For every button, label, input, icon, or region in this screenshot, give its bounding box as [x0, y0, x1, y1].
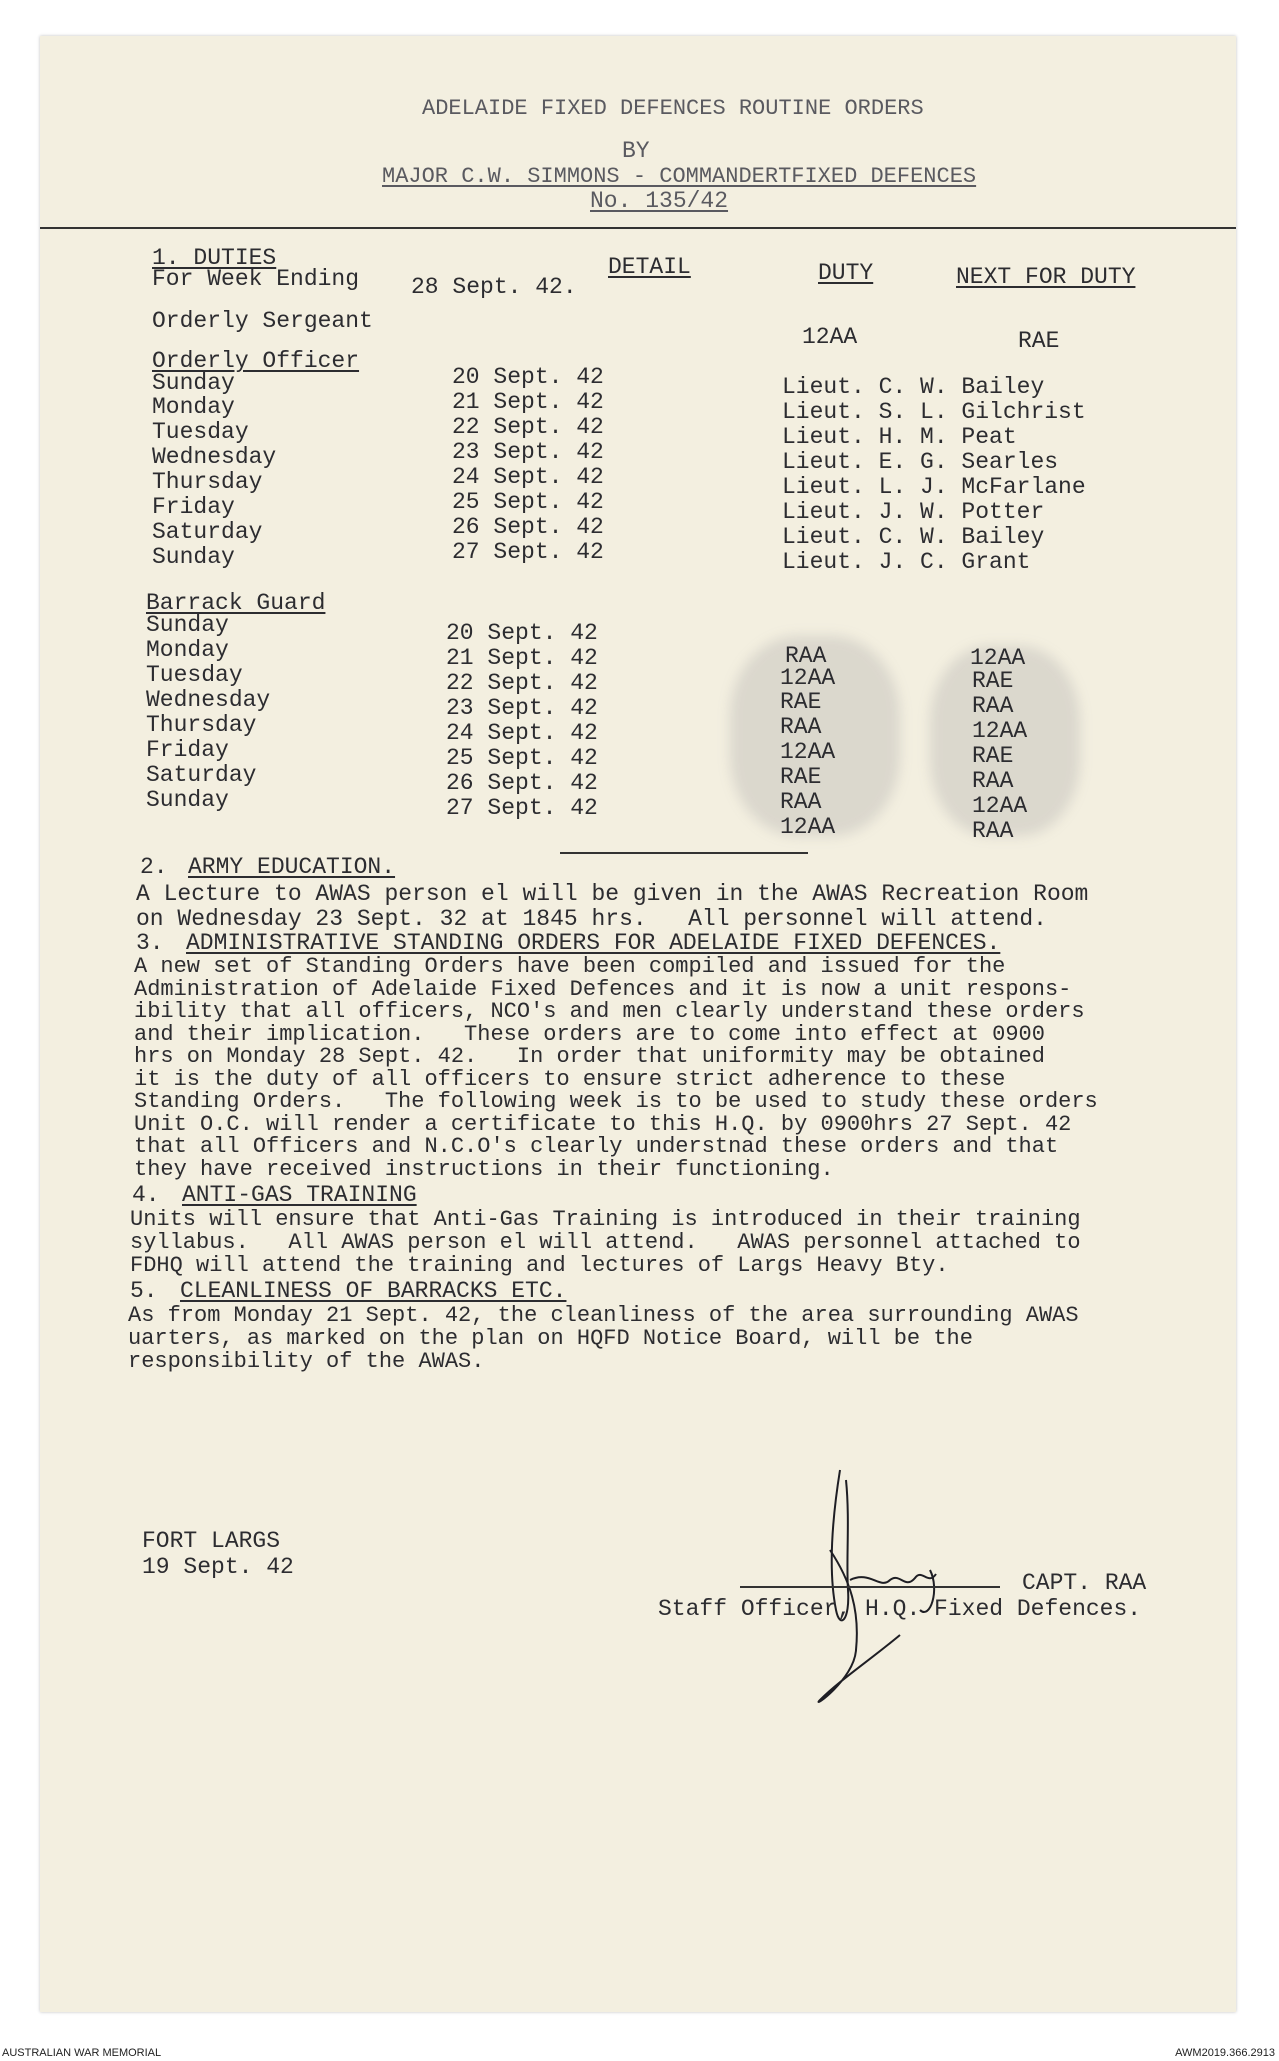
orderly-officer-day: Saturday	[152, 519, 263, 545]
barrack-guard-duty: RAA	[780, 714, 822, 740]
barrack-guard-next: RAE	[972, 743, 1014, 769]
credit-right: AWM2019.366.2913	[1175, 2047, 1275, 2059]
barrack-guard-duty: RAA	[785, 643, 827, 669]
orderly-officer-day: Sunday	[152, 544, 235, 570]
signatory-rank: CAPT. RAA	[1022, 1570, 1147, 1596]
orderly-officer-name: Lieut. S. L. Gilchrist	[782, 399, 1086, 425]
section-divider	[560, 852, 808, 854]
orderly-officer-name: Lieut. C. W. Bailey	[782, 524, 1045, 550]
orderly-officer-date: 21 Sept. 42	[452, 389, 604, 415]
orderly-officer-name: Lieut. L. J. McFarlane	[782, 474, 1086, 500]
barrack-guard-extra-duty: 12AA	[780, 814, 836, 840]
section-3-line: and their implication. These orders are to come into effect at 0900	[134, 1021, 1045, 1047]
section-4-line: Units will ensure that Anti-Gas Training is introduced in their training	[130, 1207, 1081, 1232]
section-2-line: on Wednesday 23 Sept. 32 at 1845 hrs. All personnel will attend.	[136, 906, 1047, 932]
barrack-guard-date: 26 Sept. 42	[446, 770, 598, 796]
barrack-guard-duty: RAA	[780, 789, 822, 815]
barrack-guard-day: Friday	[146, 737, 229, 763]
document-title: ADELAIDE FIXED DEFENCES ROUTINE ORDERS	[422, 96, 924, 121]
barrack-guard-day: Sunday	[146, 612, 229, 638]
header-rule	[40, 227, 1236, 229]
section-4-number: 4.	[132, 1182, 160, 1208]
credit-left: AUSTRALIAN WAR MEMORIAL	[2, 2047, 162, 2059]
orderly-officer-date: 22 Sept. 42	[452, 414, 604, 440]
barrack-guard-next: 12AA	[970, 645, 1026, 671]
orderly-officer-date: 26 Sept. 42	[452, 514, 604, 540]
section-3-number: 3.	[136, 930, 164, 956]
date: 19 Sept. 42	[142, 1554, 294, 1580]
column-duty: DUTY	[818, 260, 874, 286]
section-3-heading: ADMINISTRATIVE STANDING ORDERS FOR ADELAIDE FIXED DEFENCES.	[186, 930, 1001, 956]
barrack-guard-date: 22 Sept. 42	[446, 670, 598, 696]
barrack-guard-date: 21 Sept. 42	[446, 645, 598, 671]
document-sheet	[40, 36, 1236, 2012]
section-4-line: FDHQ will attend the training and lectures of Largs Heavy Bty.	[130, 1253, 949, 1278]
signatory-title: Staff Officer, H.Q. Fixed Defences.	[658, 1596, 1142, 1622]
place: FORT LARGS	[142, 1528, 281, 1554]
section-3-line: ibility that all officers, NCO's and men clearly understand these orders	[134, 999, 1085, 1024]
barrack-guard-duty: RAE	[780, 764, 822, 790]
header-commander: MAJOR C.W. SIMMONS - COMMANDERTFIXED DEFENCES	[382, 164, 977, 189]
orderly-sergeant-next: RAE	[1018, 328, 1060, 354]
orderly-officer-day: Friday	[152, 494, 235, 520]
signature-line	[740, 1586, 1000, 1588]
section-4-body	[130, 1208, 1081, 1277]
orderly-officer-date: 24 Sept. 42	[452, 464, 604, 490]
section-3-line: hrs on Monday 28 Sept. 42. In order that uniformity may be obtained	[134, 1044, 1045, 1069]
section-4-line: syllabus. All AWAS person el will attend. AWAS personnel attached to	[130, 1230, 1081, 1255]
orderly-officer-name: Lieut. C. W. Bailey	[782, 374, 1045, 400]
section-5-number: 5.	[130, 1278, 158, 1304]
orderly-officer-name: Lieut. E. G. Searles	[782, 449, 1059, 475]
section-3-line: A new set of Standing Orders have been compiled and issued for the	[134, 954, 1006, 979]
duties-heading: 1. DUTIES	[152, 245, 277, 271]
column-next-for-duty: NEXT FOR DUTY	[956, 264, 1136, 290]
barrack-guard-label: Barrack Guard	[146, 590, 326, 616]
orderly-officer-day: Wednesday	[152, 444, 277, 470]
signature-mark	[780, 1460, 980, 1730]
barrack-guard-day: Tuesday	[146, 662, 243, 688]
section-3-line: Unit O.C. will render a certificate to this H.Q. by 0900hrs 27 Sept. 42	[134, 1111, 1072, 1137]
orderly-officer-date: 25 Sept. 42	[452, 489, 604, 515]
orderly-officer-day: Sunday	[152, 370, 235, 396]
barrack-guard-day: Monday	[146, 637, 229, 663]
barrack-guard-next: RAA	[972, 768, 1014, 794]
section-3-line: that all Officers and N.C.O's clearly understnad these orders and that	[134, 1134, 1059, 1159]
section-3-line: they have received instructions in their functioning.	[134, 1156, 834, 1182]
section-3-line: it is the duty of all officers to ensure strict adherence to these	[134, 1066, 1006, 1092]
orderly-officer-name: Lieut. H. M. Peat	[782, 424, 1017, 450]
section-5-line: As from Monday 21 Sept. 42, the cleanliness of the area surrounding AWAS	[128, 1303, 1079, 1328]
section-3-line: Standing Orders. The following week is to be used to study these orders	[134, 1089, 1098, 1114]
orderly-officer-day: Monday	[152, 394, 235, 420]
orderly-officer-day: Tuesday	[152, 419, 249, 445]
section-5-line: responsibility of the AWAS.	[128, 1349, 485, 1374]
orderly-sergeant-duty: 12AA	[802, 324, 858, 350]
barrack-guard-day: Wednesday	[146, 687, 271, 713]
order-number: No. 135/42	[590, 188, 729, 214]
section-4-heading: ANTI-GAS TRAINING	[182, 1182, 417, 1208]
orderly-officer-date: 23 Sept. 42	[452, 439, 604, 465]
section-3-body	[134, 956, 1098, 1181]
barrack-guard-duty: 12AA	[780, 739, 836, 765]
barrack-guard-day: Saturday	[146, 762, 257, 788]
barrack-guard-next: 12AA	[972, 718, 1028, 744]
barrack-guard-duty: RAE	[780, 689, 822, 715]
section-2-number: 2.	[140, 854, 168, 880]
barrack-guard-date: 20 Sept. 42	[446, 620, 598, 646]
section-2-body	[136, 882, 1088, 932]
barrack-guard-next: RAA	[972, 693, 1014, 719]
orderly-officer-name: Lieut. J. C. Grant	[782, 549, 1031, 575]
section-2-line: A Lecture to AWAS person el will be given in the AWAS Recreation Room	[136, 881, 1089, 907]
section-3-line: Administration of Adelaide Fixed Defences and it is now a unit respons-	[134, 976, 1072, 1002]
barrack-guard-day: Thursday	[146, 712, 257, 738]
orderly-sergeant-label: Orderly Sergeant	[152, 308, 373, 334]
barrack-guard-date: 24 Sept. 42	[446, 720, 598, 746]
barrack-guard-extra-next: RAA	[972, 818, 1014, 844]
section-5-line: uarters, as marked on the plan on HQFD Notice Board, will be the	[128, 1326, 973, 1351]
barrack-guard-day: Sunday	[146, 787, 229, 813]
section-2-heading: ARMY EDUCATION.	[188, 854, 396, 880]
barrack-guard-next: RAE	[972, 668, 1014, 694]
orderly-officer-day: Thursday	[152, 469, 263, 495]
orderly-officer-date: 20 Sept. 42	[452, 364, 604, 390]
column-detail: DETAIL	[608, 254, 691, 280]
orderly-officer-name: Lieut. J. W. Potter	[782, 499, 1045, 525]
barrack-guard-date: 27 Sept. 42	[446, 795, 598, 821]
week-ending-label: For Week Ending	[152, 266, 360, 292]
barrack-guard-date: 23 Sept. 42	[446, 695, 598, 721]
section-5-heading: CLEANLINESS OF BARRACKS ETC.	[180, 1278, 567, 1304]
header-by: BY	[622, 138, 650, 164]
orderly-officer-date: 27 Sept. 42	[452, 539, 604, 565]
barrack-guard-next: 12AA	[972, 793, 1028, 819]
orderly-officer-label: Orderly Officer	[152, 348, 360, 374]
barrack-guard-duty: 12AA	[780, 665, 836, 691]
section-5-body	[128, 1304, 1079, 1373]
barrack-guard-date: 25 Sept. 42	[446, 745, 598, 771]
week-ending-date: 28 Sept. 42.	[411, 274, 577, 300]
